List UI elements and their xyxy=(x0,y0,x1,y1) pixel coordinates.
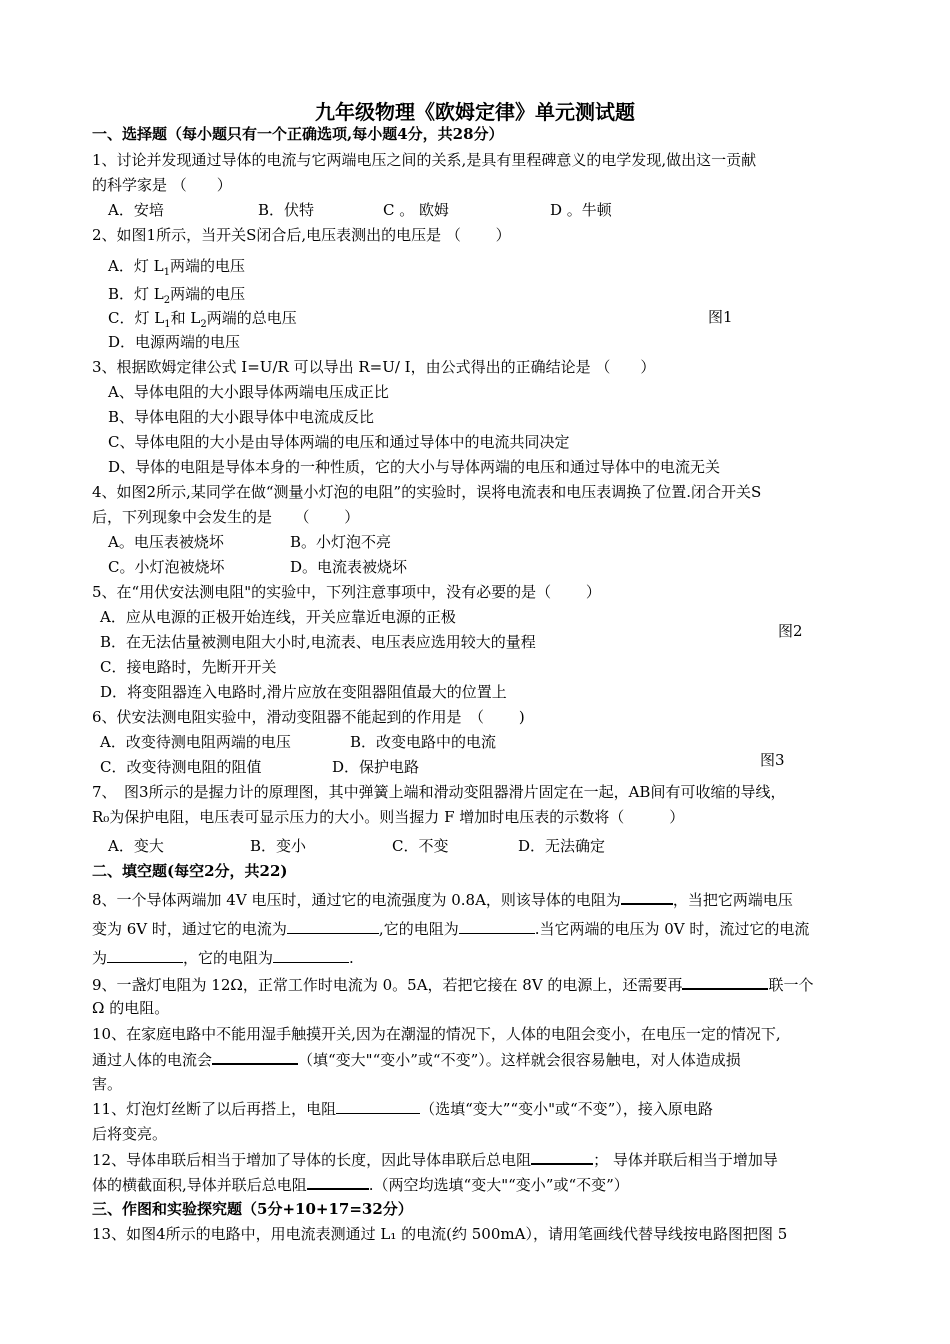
q13-line1: 13、如图4所示的电路中，用电流表测通过 L₁ 的电流(约 500mA），请用笔画线代替导线按电路图把图 5 xyxy=(92,1225,788,1243)
q10-line3: 害。 xyxy=(92,1075,123,1093)
q4-option-d: D。电流表被烧坏 xyxy=(290,558,408,576)
q5-option-c: C．接电路时，先断开开关 xyxy=(100,658,277,676)
q5-line1: 5、在“用伏安法测电阻"的实验中，下列注意事项中，没有必要的是（ ） xyxy=(92,583,601,601)
q11-blank-1[interactable] xyxy=(336,1099,420,1114)
figure-2-caption: 图2 xyxy=(778,622,803,640)
q8-line3: 为 ，它的电阻为 . xyxy=(92,949,354,967)
q7-option-b: B．变小 xyxy=(250,837,307,855)
q2-line1: 2、如图1所示，当开关S闭合后,电压表测出的电压是 （ ） xyxy=(92,226,511,244)
q2-option-d: D．电源两端的电压 xyxy=(108,333,241,351)
q6-option-c: C．改变待测电阻的阻值 xyxy=(100,758,262,776)
q2-option-b: B．灯 $L_2$两端的电压 xyxy=(108,285,246,306)
q5-option-b: B．在无法估量被测电阻大小时,电流表、电压表应选用较大的量程 xyxy=(100,633,536,651)
q10-blank-1[interactable] xyxy=(212,1049,298,1065)
q1-option-b: B．伏特 xyxy=(258,201,315,219)
q3-option-a: A、导体电阻的大小跟导体两端电压成正比 xyxy=(108,383,389,401)
q4-line2: 后，下列现象中会发生的是 （ ） xyxy=(92,508,360,526)
q11-line1: 11、灯泡灯丝断了以后再搭上，电阻 （选填“变大”“变小"或“不变”），接入原电路 xyxy=(92,1100,713,1118)
q12-line1: 12、导体串联后相当于增加了导体的长度，因此导体串联后总电阻 ； 导体并联后相当于增加导 xyxy=(92,1151,778,1169)
q10-line2: 通过人体的电流会 （填“变大"“变小”或“不变”）。这样就会很容易触电，对人体造成损 xyxy=(92,1051,741,1069)
q3-option-d: D、导体的电阻是导体本身的一种性质，它的大小与导体两端的电压和通过导体中的电流无关 xyxy=(108,458,721,476)
q8-line1: 8、一个导体两端加 4V 电压时，通过它的电流强度为 0.8A，则该导体的电阻为 ，当把它两端电压 xyxy=(92,891,793,909)
q7-line1: 7、 图3所示的是握力计的原理图，其中弹簧上端和滑动变阻器滑片固定在一起，AB间有可收缩的导线， xyxy=(92,783,786,801)
section-heading-choice: 一、选择题（每小题只有一个正确选项,每小题4分，共28分） xyxy=(92,125,504,143)
q12-blank-1[interactable] xyxy=(531,1149,593,1165)
q4-option-a: A。电压表被烧坏 xyxy=(108,533,224,551)
q2-option-c: C．灯 $L_1$和 $L_2$两端的总电压 xyxy=(108,309,297,330)
q1-line2: 的科学家是 （ ） xyxy=(92,176,232,194)
q9-line1: 9、一盏灯电阻为 12Ω，正常工作时电流为 0。5A，若把它接在 8V 的电源上，还需要再 联一个 xyxy=(92,976,814,994)
section-heading-fill: 二、填空题(每空2分，共22) xyxy=(92,862,288,880)
q3-option-b: B、导体电阻的大小跟导体中电流成反比 xyxy=(108,408,375,426)
q8-line2: 变为 6V 时，通过它的电流为 ,它的电阻为 .当它两端的电压为 0V 时，流过它的电流 xyxy=(92,920,810,938)
q7-line2: R₀为保护电阻，电压表可显示压力的大小。则当握力 F 增加时电压表的示数将（ ） xyxy=(92,808,685,826)
figure-3-caption: 图3 xyxy=(760,751,785,769)
q8-blank-5[interactable] xyxy=(273,948,349,963)
q7-option-c: C．不变 xyxy=(392,837,449,855)
q9-blank-1[interactable] xyxy=(682,974,768,990)
section-heading-experiment: 三、作图和实验探究题（5分+10+17=32分） xyxy=(92,1200,413,1218)
q4-line1: 4、如图2所示,某同学在做“测量小灯泡的电阻”的实验时，误将电流表和电压表调换了位置.闭合开关S xyxy=(92,483,762,501)
page-title: 九年级物理《欧姆定律》单元测试题 xyxy=(315,100,635,124)
q4-option-c: C。小灯泡被烧坏 xyxy=(108,558,225,576)
figure-1-caption: 图1 xyxy=(708,308,733,326)
q8-blank-3[interactable] xyxy=(459,919,535,934)
q2-option-a: A．灯 $L_1$两端的电压 xyxy=(108,257,245,278)
q1-option-c: C 。 欧姆 xyxy=(383,201,450,219)
q6-option-b: B．改变电路中的电流 xyxy=(350,733,497,751)
q8-blank-2[interactable] xyxy=(287,919,379,934)
q6-line1: 6、伏安法测电阻实验中，滑动变阻器不能起到的作用是 （ ) xyxy=(92,708,525,726)
q8-blank-4[interactable] xyxy=(107,948,183,963)
q10-line1: 10、在家庭电路中不能用湿手触摸开关,因为在潮湿的情况下，人体的电阻会变小，在电压一定的情况下, xyxy=(92,1025,781,1043)
q5-option-d: D．将变阻器连入电路时,滑片应放在变阻器阻值最大的位置上 xyxy=(100,683,507,701)
q7-option-d: D．无法确定 xyxy=(518,837,606,855)
q9-line2: Ω 的电阻。 xyxy=(92,999,170,1017)
q4-option-b: B。小灯泡不亮 xyxy=(290,533,392,551)
q6-option-a: A．改变待测电阻两端的电压 xyxy=(100,733,291,751)
q11-line2: 后将变亮。 xyxy=(92,1125,168,1143)
q12-blank-2[interactable] xyxy=(307,1174,369,1190)
q7-option-a: A．变大 xyxy=(108,837,164,855)
q8-blank-1[interactable] xyxy=(621,889,673,905)
q3-line1: 3、根据欧姆定律公式 I=U/R 可以导出 R=U/ I，由公式得出的正确结论是 （ ） xyxy=(92,358,656,376)
q6-option-d: D．保护电路 xyxy=(332,758,420,776)
q1-line1: 1、讨论并发现通过导体的电流与它两端电压之间的关系,是具有里程碑意义的电学发现,做出这一贡献 xyxy=(92,151,757,169)
q1-option-a: A．安培 xyxy=(108,201,164,219)
q1-option-d: D 。牛顿 xyxy=(550,201,612,219)
q5-option-a: A．应从电源的正极开始连线，开关应靠近电源的正极 xyxy=(100,608,456,626)
q12-line2: 体的横截面积,导体并联后总电阻 .（两空均选填“变大"“变小”或“不变”） xyxy=(92,1176,629,1194)
q3-option-c: C、导体电阻的大小是由导体两端的电压和通过导体中的电流共同决定 xyxy=(108,433,570,451)
